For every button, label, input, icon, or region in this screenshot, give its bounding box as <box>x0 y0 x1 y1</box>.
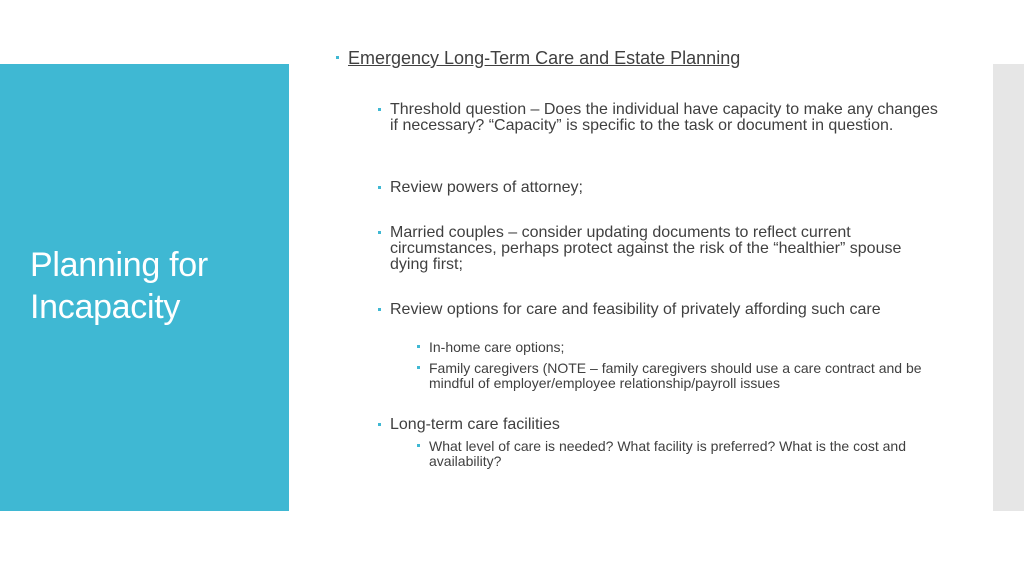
bullet-item <box>390 417 930 433</box>
bullet-text: Review options for care and feasibility of privately affording such care <box>390 301 881 318</box>
sub-bullet-text: What level of care is needed? What facility is preferred? What is the cost and availability? <box>429 438 907 469</box>
bullet-item <box>390 102 950 134</box>
bullet-icon <box>417 444 420 447</box>
bullet-text: Threshold question – Does the individual have capacity to make any changes if necessary? “Capacity” is specific to the task or document in question. <box>390 101 938 134</box>
sub-bullet-text: Family caregivers (NOTE – family caregivers should use a care contract and be mindful of employer/employee relationship/payroll issues <box>429 360 922 391</box>
slide-title-line-1: Planning for <box>30 246 208 284</box>
sub-bullet-text: In-home care options; <box>429 339 565 355</box>
bullet-icon <box>378 423 381 426</box>
bullet-icon <box>417 366 420 369</box>
bullet-icon <box>378 108 381 111</box>
bullet-text: Married couples – consider updating documents to reflect current circumstances, perhaps protect against the risk of the “healthier” spouse dying first; <box>390 224 902 273</box>
slide-title-line-2: Incapacity <box>30 288 181 326</box>
sub-bullet-item <box>429 439 929 469</box>
bullet-icon <box>336 56 339 59</box>
heading-item <box>348 48 868 68</box>
heading-link[interactable]: Emergency Long-Term Care and Estate Planning <box>348 48 741 68</box>
sub-bullet-item <box>429 361 949 391</box>
bullet-item <box>390 302 925 318</box>
bullet-icon <box>378 186 381 189</box>
bullet-icon <box>417 345 420 348</box>
bullet-icon <box>378 308 381 311</box>
bullet-item <box>390 225 935 273</box>
bullet-icon <box>378 231 381 234</box>
bullet-item <box>390 180 950 196</box>
bullet-text: Long-term care facilities <box>390 416 560 433</box>
bullet-text: Review powers of attorney; <box>390 179 583 196</box>
sub-bullet-item <box>429 340 949 355</box>
